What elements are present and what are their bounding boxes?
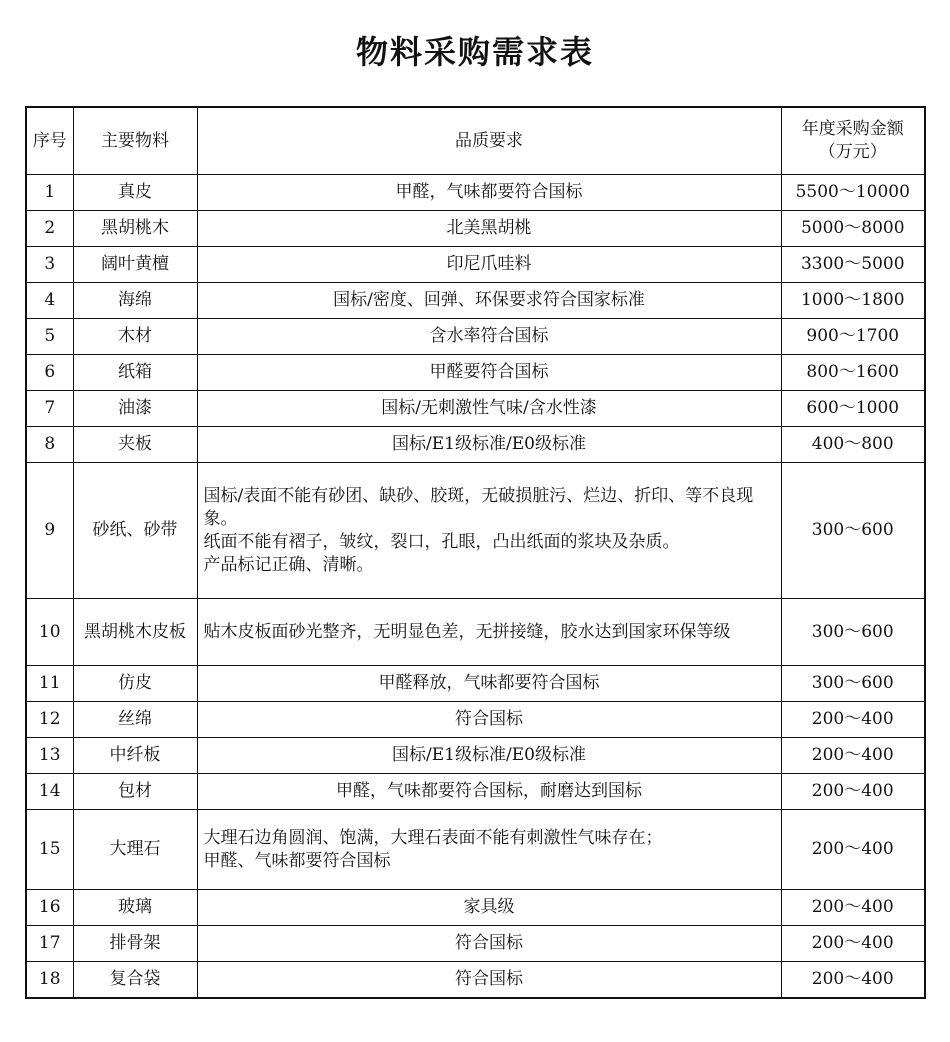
cell-amount: 300～600 xyxy=(781,666,925,702)
table-row xyxy=(26,283,925,319)
cell-seq: 8 xyxy=(26,427,73,463)
cell-amount: 900～1700 xyxy=(781,319,925,355)
cell-amount: 200～400 xyxy=(781,890,925,926)
header-material: 主要物料 xyxy=(73,107,197,175)
cell-material: 包材 xyxy=(73,774,197,810)
cell-seq: 2 xyxy=(26,211,73,247)
cell-amount: 200～400 xyxy=(781,738,925,774)
cell-material: 木材 xyxy=(73,319,197,355)
cell-amount: 200～400 xyxy=(781,926,925,962)
cell-material: 纸箱 xyxy=(73,355,197,391)
cell-quality: 印尼爪哇料 xyxy=(197,247,781,283)
cell-seq: 14 xyxy=(26,774,73,810)
cell-quality: 家具级 xyxy=(197,890,781,926)
cell-amount: 800～1600 xyxy=(781,355,925,391)
table-row xyxy=(26,175,925,211)
table-row xyxy=(26,427,925,463)
cell-material: 大理石 xyxy=(73,810,197,890)
cell-seq: 4 xyxy=(26,283,73,319)
table-row xyxy=(26,702,925,738)
table-row xyxy=(26,247,925,283)
cell-material: 排骨架 xyxy=(73,926,197,962)
cell-seq: 9 xyxy=(26,463,73,599)
cell-quality: 国标/E1级标准/E0级标准 xyxy=(197,427,781,463)
table-row xyxy=(26,738,925,774)
cell-seq: 5 xyxy=(26,319,73,355)
cell-material: 海绵 xyxy=(73,283,197,319)
cell-material: 仿皮 xyxy=(73,666,197,702)
cell-amount: 200～400 xyxy=(781,702,925,738)
cell-amount: 200～400 xyxy=(781,810,925,890)
cell-amount: 300～600 xyxy=(781,599,925,666)
cell-seq: 11 xyxy=(26,666,73,702)
page-title: 物料采购需求表 xyxy=(355,33,594,71)
cell-quality: 国标/密度、回弹、环保要求符合国家标准 xyxy=(197,283,781,319)
procurement-table xyxy=(25,106,926,999)
cell-material: 中纤板 xyxy=(73,738,197,774)
cell-material: 玻璃 xyxy=(73,890,197,926)
cell-material: 真皮 xyxy=(73,175,197,211)
cell-seq: 13 xyxy=(26,738,73,774)
cell-seq: 16 xyxy=(26,890,73,926)
cell-amount: 3300～5000 xyxy=(781,247,925,283)
cell-amount: 5000～8000 xyxy=(781,211,925,247)
cell-material: 黑胡桃木皮板 xyxy=(73,599,197,666)
cell-quality: 大理石边角圆润、饱满，大理石表面不能有刺激性气味存在； 甲醛、气味都要符合国标 xyxy=(197,810,781,890)
cell-amount: 1000～1800 xyxy=(781,283,925,319)
cell-quality: 贴木皮板面砂光整齐，无明显色差，无拼接缝，胶水达到国家环保等级 xyxy=(197,599,781,666)
cell-material: 油漆 xyxy=(73,391,197,427)
cell-seq: 18 xyxy=(26,962,73,999)
table-row xyxy=(26,599,925,666)
cell-material: 黑胡桃木 xyxy=(73,211,197,247)
table-row xyxy=(26,926,925,962)
cell-seq: 3 xyxy=(26,247,73,283)
cell-seq: 1 xyxy=(26,175,73,211)
cell-quality: 国标/无刺激性气味/含水性漆 xyxy=(197,391,781,427)
table-row xyxy=(26,810,925,890)
table-row xyxy=(26,890,925,926)
cell-amount: 600～1000 xyxy=(781,391,925,427)
cell-material: 夹板 xyxy=(73,427,197,463)
cell-quality: 符合国标 xyxy=(197,926,781,962)
cell-quality: 甲醛释放，气味都要符合国标 xyxy=(197,666,781,702)
cell-quality: 符合国标 xyxy=(197,702,781,738)
cell-amount: 400～800 xyxy=(781,427,925,463)
cell-seq: 6 xyxy=(26,355,73,391)
cell-quality: 含水率符合国标 xyxy=(197,319,781,355)
cell-seq: 15 xyxy=(26,810,73,890)
cell-material: 丝绵 xyxy=(73,702,197,738)
table-row xyxy=(26,391,925,427)
table-row xyxy=(26,774,925,810)
cell-quality: 符合国标 xyxy=(197,962,781,999)
cell-quality: 甲醛，气味都要符合国标 xyxy=(197,175,781,211)
table-row xyxy=(26,355,925,391)
header-seq: 序号 xyxy=(26,107,73,175)
cell-amount: 5500～10000 xyxy=(781,175,925,211)
cell-quality: 国标/E1级标准/E0级标准 xyxy=(197,738,781,774)
table-row xyxy=(26,962,925,999)
cell-amount: 200～400 xyxy=(781,774,925,810)
table-row xyxy=(26,463,925,599)
cell-quality: 北美黑胡桃 xyxy=(197,211,781,247)
cell-seq: 7 xyxy=(26,391,73,427)
cell-amount: 300～600 xyxy=(781,463,925,599)
cell-material: 复合袋 xyxy=(73,962,197,999)
table-row xyxy=(26,319,925,355)
cell-seq: 17 xyxy=(26,926,73,962)
cell-amount: 200～400 xyxy=(781,962,925,999)
header-amount: 年度采购金额 （万元） xyxy=(781,107,925,175)
table-row xyxy=(26,211,925,247)
header-quality: 品质要求 xyxy=(197,107,781,175)
cell-material: 砂纸、砂带 xyxy=(73,463,197,599)
cell-quality: 甲醛要符合国标 xyxy=(197,355,781,391)
cell-quality: 国标/表面不能有砂团、缺砂、胶斑，无破损脏污、烂边、折印、等不良现象。 纸面不能有褶子，皱纹，裂口，孔眼，凸出纸面的浆块及杂质。 产品标记正确、清晰。 xyxy=(197,463,781,599)
cell-quality: 甲醛，气味都要符合国标，耐磨达到国标 xyxy=(197,774,781,810)
table-row xyxy=(26,666,925,702)
cell-material: 阔叶黄檀 xyxy=(73,247,197,283)
cell-seq: 12 xyxy=(26,702,73,738)
table-header-row xyxy=(26,107,925,175)
cell-seq: 10 xyxy=(26,599,73,666)
